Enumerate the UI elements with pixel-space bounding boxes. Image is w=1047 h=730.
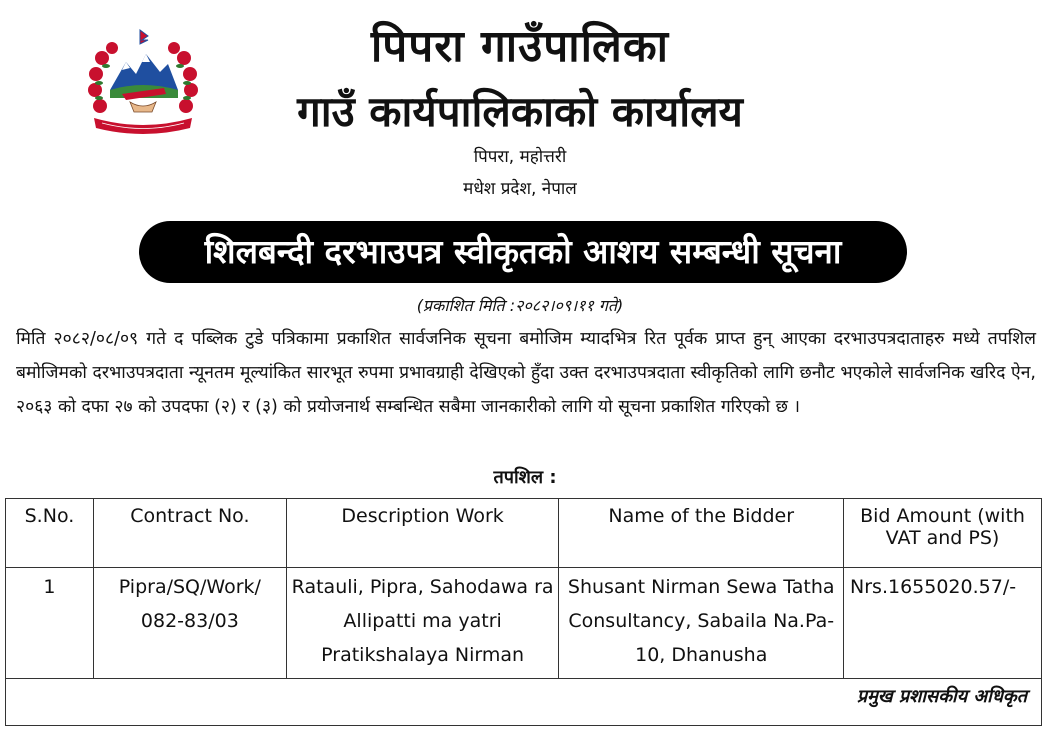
- header-bidder: Name of the Bidder: [559, 499, 844, 568]
- address-line-2: मधेश प्रदेश, नेपाल: [463, 179, 577, 199]
- bid-table: [5, 498, 1042, 679]
- published-date: (प्रकाशित मिति :२०८२।०९।११ गते): [416, 296, 624, 315]
- table-row: [6, 568, 1042, 679]
- cell-bidder: Shusant Nirman Sewa Tatha Consultancy, Sabaila Na.Pa-10, Dhanusha: [559, 568, 844, 679]
- address-line-1: पिपरा, महोत्तरी: [473, 147, 567, 167]
- cell-contract-no: Pipra/SQ/Work/ 082-83/03: [93, 568, 286, 679]
- cell-sno: 1: [6, 568, 94, 679]
- table-caption: तपशिल :: [493, 467, 557, 488]
- nepal-government-emblem-icon: [82, 28, 204, 138]
- header-bid-amount: Bid Amount (with VAT and PS): [844, 499, 1042, 568]
- notice-heading-banner: शिलबन्दी दरभाउपत्र स्वीकृतको आशय सम्बन्धी सूचना: [139, 221, 907, 283]
- header-contract-no: Contract No.: [93, 499, 286, 568]
- header-sno: S.No.: [6, 499, 94, 568]
- header-description: Description Work: [286, 499, 559, 568]
- municipality-title: पिपरा गाउँपालिका: [370, 21, 670, 72]
- cell-bid-amount: Nrs.1655020.57/-: [844, 568, 1042, 679]
- office-title: गाउँ कार्यपालिकाको कार्यालय: [297, 87, 743, 136]
- signature-title: प्रमुख प्रशासकीय अधिकृत: [856, 686, 1027, 707]
- table-header-row: [6, 499, 1042, 568]
- cell-description: Ratauli, Pipra, Sahodawa ra Allipatti ma yatri Pratikshalaya Nirman: [286, 568, 559, 679]
- letterhead: [0, 0, 1047, 210]
- notice-body: मिति २०८२/०८/०९ गते द पब्लिक टुडे पत्रिकामा प्रकाशित सार्वजनिक सूचना बमोजिम म्यादभित्र रित पूर्वक प्राप्त हुन् आएका दरभाउपत्रदाताहरु मध्ये तपशिल बमोजिमको दरभाउपत्रदाता न्यूनतम मूल्यांकित सारभूत रुपमा प्रभावग्राही देखिएको हुँदा उक्त दरभाउपत्रदाता स्वीकृतिको लागि छनौट भएकोले सार्वजनिक खरिद ऐन, २०६३ को दफा २७ को उपदफा (२) र (३) को प्रयोजनार्थ सम्बन्धित सबैमा जानकारीको लागि यो सूचना प्रकाशित गरिएको छ ।: [16, 329, 1036, 417]
